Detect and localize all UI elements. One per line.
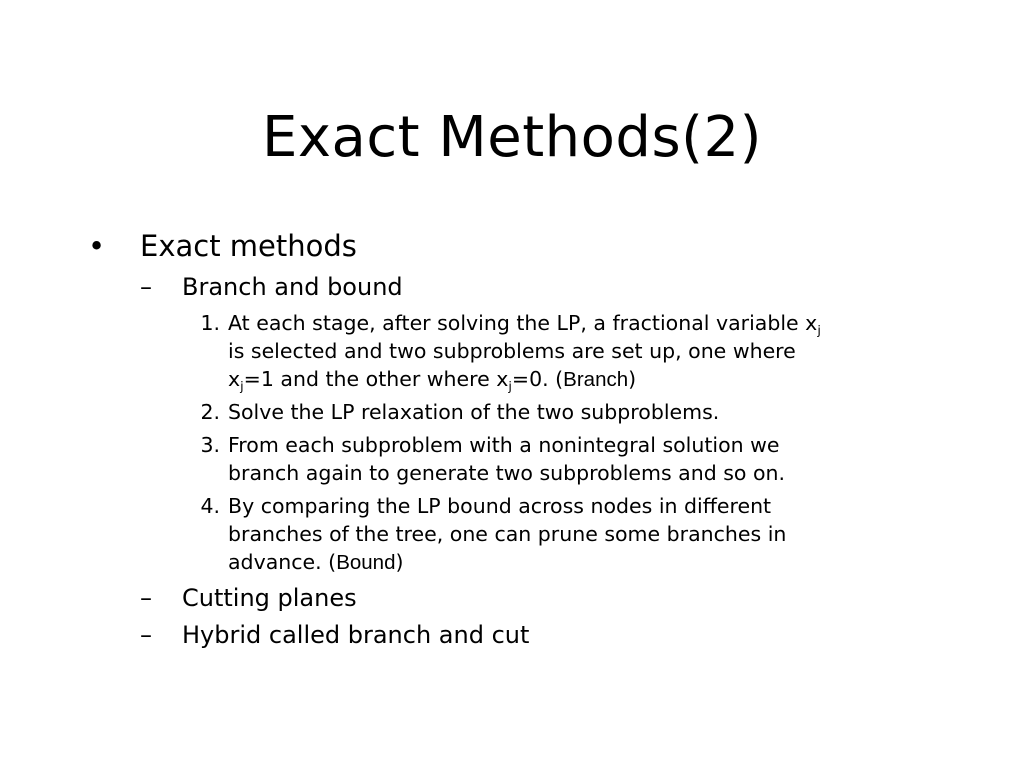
step-number: 4. xyxy=(200,494,220,518)
step-body xyxy=(228,398,948,426)
keyword-bound: Bound xyxy=(336,551,396,574)
step-body xyxy=(228,492,948,576)
step-line: branch again to generate two subproblems and so on. xyxy=(228,461,786,485)
step-line: From each subproblem with a nonintegral solution we xyxy=(228,433,780,457)
step-line xyxy=(228,365,948,393)
step-text: advance. ( xyxy=(228,550,337,574)
step-text: ) xyxy=(628,367,637,391)
step-body xyxy=(228,431,948,487)
step-text: x xyxy=(228,367,241,391)
bullet-text: Exact methods xyxy=(140,229,357,263)
subscript: j xyxy=(240,378,244,394)
step-line xyxy=(228,548,948,576)
step-number: 1. xyxy=(200,311,220,335)
keyword-branch: Branch xyxy=(563,368,629,391)
step-text: =1 and the other where x xyxy=(243,367,509,391)
step-line: is selected and two subproblems are set up, one where xyxy=(228,339,796,363)
dash-marker: – xyxy=(140,273,152,301)
step-text: =0. ( xyxy=(511,367,564,391)
dash-marker: – xyxy=(140,621,152,649)
subscript: j xyxy=(817,322,821,338)
step-text: ) xyxy=(395,550,404,574)
step-line xyxy=(228,309,948,337)
subscript: j xyxy=(508,378,512,394)
slide-title: Exact Methods(2) xyxy=(262,105,762,170)
sub-bullet-text: Cutting planes xyxy=(182,584,357,612)
step-line: Solve the LP relaxation of the two subproblems. xyxy=(228,400,720,424)
sub-bullet-text: Hybrid called branch and cut xyxy=(182,621,530,649)
step-number: 2. xyxy=(200,400,220,424)
step-line: By comparing the LP bound across nodes in different xyxy=(228,494,772,518)
step-text: At each stage, after solving the LP, a fractional variable x xyxy=(228,311,818,335)
step-number: 3. xyxy=(200,433,220,457)
sub-bullet-text: Branch and bound xyxy=(182,273,403,301)
dash-marker: – xyxy=(140,584,152,612)
bullet-marker: • xyxy=(88,229,106,263)
step-line: branches of the tree, one can prune some branches in xyxy=(228,522,787,546)
step-body xyxy=(228,309,948,393)
